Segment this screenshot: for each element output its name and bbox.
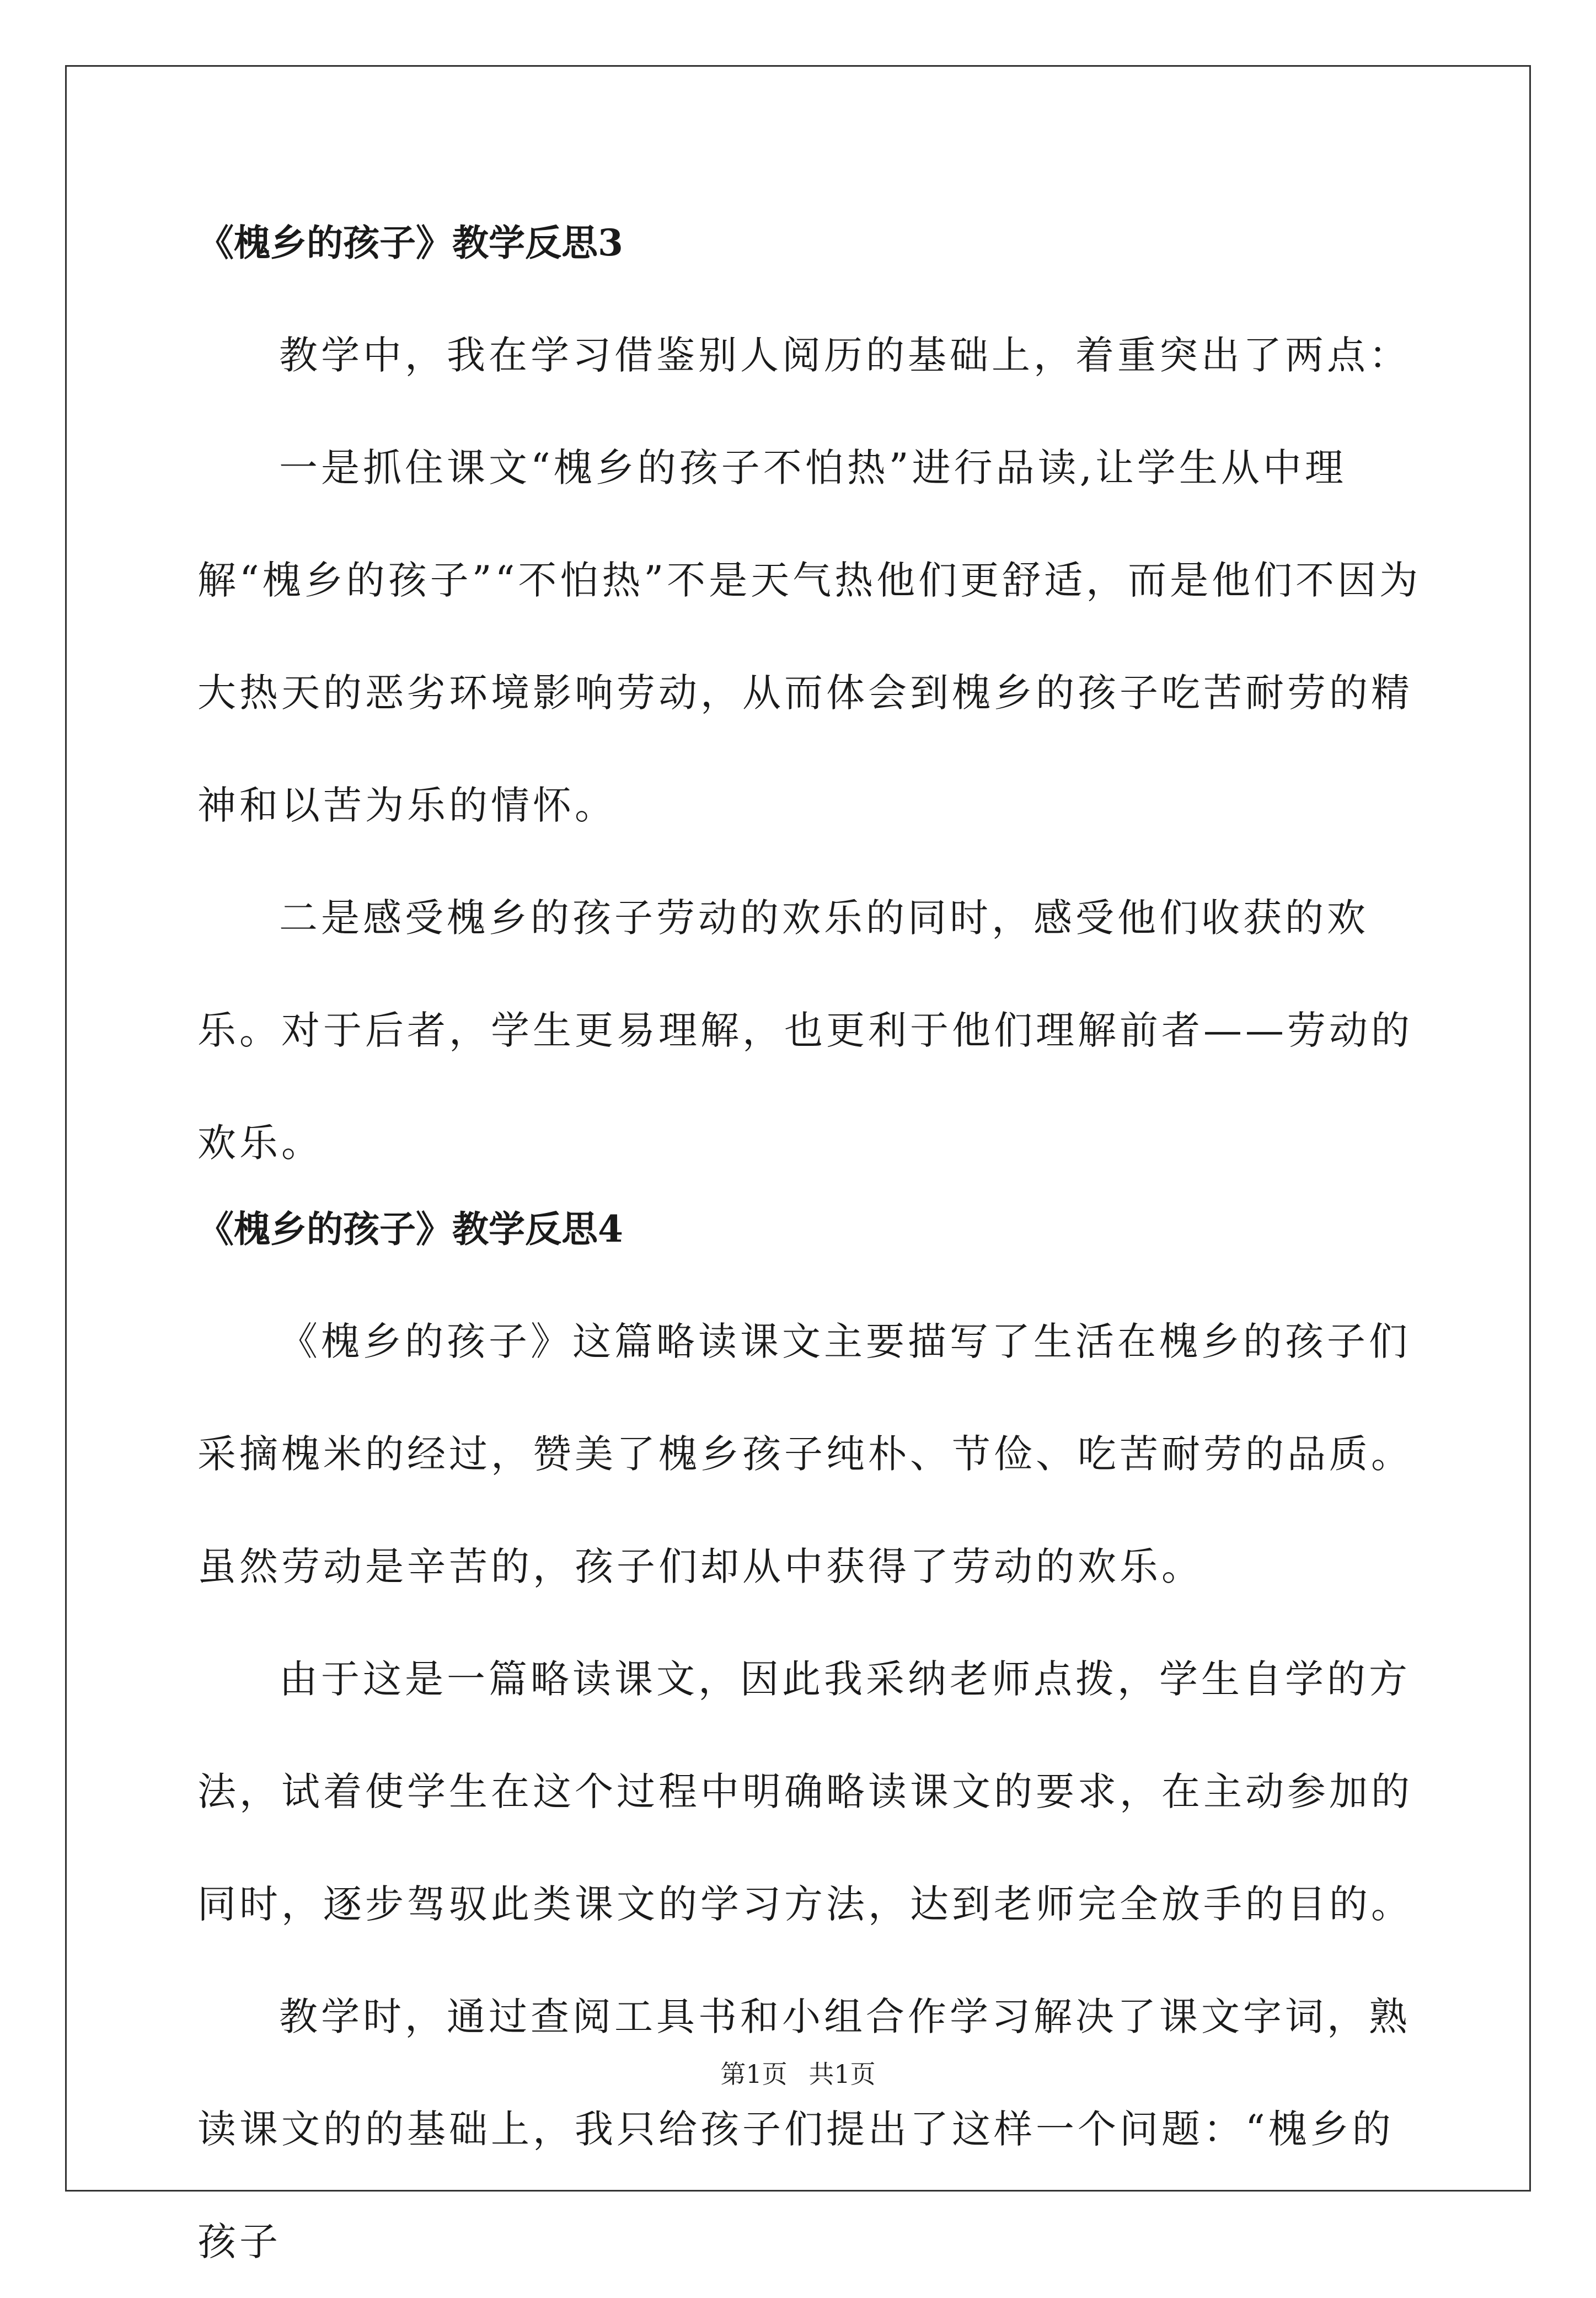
paragraph: 由于这是一篇略读课文，因此我采纳老师点拨，学生自学的方法，试着使学生在这个过程中明确略读课文的要求，在主动参加的同时，逐步驾驭此类课文的学习方法，达到老师完全放手的目的。	[197, 1656, 1413, 1927]
section-title: 《槐乡的孩子》教学反思3	[197, 221, 623, 264]
document-body	[197, 210, 1422, 2298]
paragraph: 一是抓住课文“槐乡的孩子不怕热”进行品读,让学生从中理解“槐乡的孩子”“不怕热”不是天气热他们更舒适，而是他们不因为大热天的恶劣环境影响劳动，从而体会到槐乡的孩子吃苦耐劳的精神和以苦为乐的情怀。	[197, 445, 1422, 828]
section-title: 《槐乡的孩子》教学反思4	[197, 1207, 623, 1250]
paragraph: 二是感受槐乡的孩子劳动的欢乐的同时，感受他们收获的欢乐。对于后者，学生更易理解，也更利于他们理解前者——劳动的欢乐。	[197, 895, 1413, 1166]
page-total: 共1页	[808, 2059, 876, 2089]
paragraph: 教学中，我在学习借鉴别人阅历的基础上，着重突出了两点：	[279, 333, 1411, 378]
page-number: 第1页	[720, 2059, 788, 2089]
paragraph: 教学时，通过查阅工具书和小组合作学习解决了课文字词，熟读课文的的基础上，我只给孩子们提出了这样一个问题：“槐乡的孩子	[197, 1994, 1411, 2264]
paragraph: 《槐乡的孩子》这篇略读课文主要描写了生活在槐乡的孩子们采摘槐米的经过，赞美了槐乡孩子纯朴、节俭、吃苦耐劳的品质。虽然劳动是辛苦的，孩子们却从中获得了劳动的欢乐。	[197, 1319, 1413, 1589]
page-footer	[0, 2057, 1596, 2091]
